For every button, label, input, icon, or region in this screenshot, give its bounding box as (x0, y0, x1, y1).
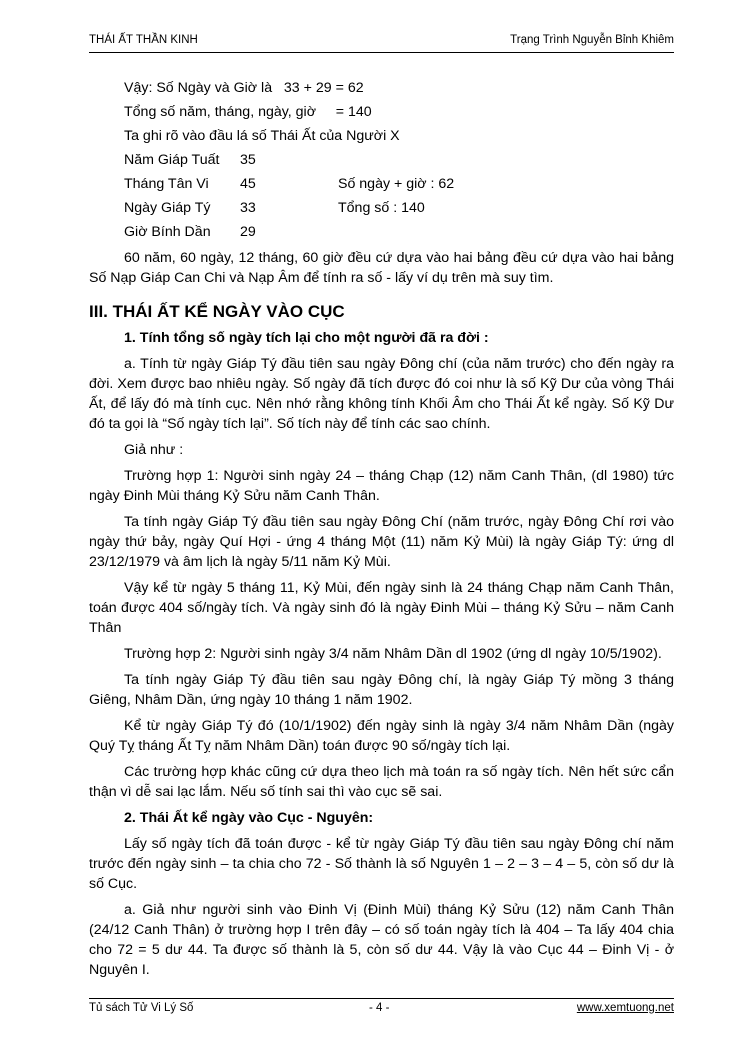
table-label: Ngày Giáp Tý (124, 200, 211, 216)
paragraph-case-2b: Ta tính ngày Giáp Tý đầu tiên sau ngày Đông chí, là ngày Giáp Tý mồng 3 tháng Giêng, Nhâm Dần, ứng ngày 10 tháng 1 năm 1902. (89, 672, 674, 708)
page-footer (89, 998, 674, 1019)
paragraph-2a: Lấy số ngày tích đã toán được - kể từ ngày Giáp Tý đầu tiên sau ngày Đông chí năm trước đến ngày sinh – ta chia cho 72 - Số thành là số Nguyên 1 – 2 – 3 – 4 – 5, còn số dư là số Cục. (89, 836, 674, 892)
table-label: Giờ Bính Dần (124, 224, 211, 240)
table-label: Tháng Tân Vi (124, 176, 209, 192)
header-book-title: THÁI ẤT THẦN KINH (89, 34, 198, 46)
table-row (89, 196, 674, 220)
table-row (89, 172, 674, 196)
table-extra: Số ngày + giờ : 62 (338, 176, 455, 192)
table-row (89, 220, 674, 244)
footer-page-number: - 4 - (369, 1002, 390, 1014)
table-value: 29 (240, 224, 256, 240)
paragraph-a: a. Tính từ ngày Giáp Tý đầu tiên sau ngày Đông chí (của năm trước) cho đến ngày ra đời. Xem được bao nhiêu ngày. Số ngày đã tích được đó coi như là số Kỹ Dư của vòng Thái Ất, để lấy đó mà tính cục. Nên nhớ rằng không tính Khối Âm cho Thái Ất kể ngày. Số Kỹ Dư đó ta gọi là “Số ngày tích lại”. Số tích này để tính các sao chính. (89, 356, 674, 432)
table-value: 33 (240, 200, 256, 216)
paragraph-2b: a. Giả như người sinh vào Đinh Vị (Đinh Mùi) tháng Kỷ Sửu (12) năm Canh Thân (24/12 Canh Thân) ở trường hợp I trên đây – có số toán ngày tích là 404 – Ta lấy 404 chia cho 72 = 5 dư 44. Ta được số thành là 5, còn số dư 44. Vậy là vào Cục 44 – Đinh Vị - ở Nguyên I. (89, 902, 674, 978)
header-author: Trạng Trình Nguyễn Bỉnh Khiêm (510, 34, 674, 46)
paragraph-other-cases: Các trường hợp khác cũng cứ dựa theo lịch mà toán ra số ngày tích. Nên hết sức cẩn thận vì dễ sai lạc lắm. Nếu số tính sai thì vào cục sẽ sai. (89, 764, 674, 800)
table-value: 35 (240, 152, 256, 168)
can-chi-table (89, 148, 674, 244)
table-value: 45 (240, 176, 256, 192)
section-title: III. THÁI ẤT KỂ NGÀY VÀO CỤC (89, 302, 345, 321)
paragraph-gia-nhu: Giả như : (124, 442, 184, 458)
footer-series: Tủ sách Tử Vi Lý Số (89, 1002, 194, 1014)
table-row (89, 148, 674, 172)
paragraph-case-1c: Vậy kể từ ngày 5 tháng 11, Kỷ Mùi, đến ngày sinh là 24 tháng Chạp năm Canh Thân, toán được 404 số/ngày tích. Và ngày sinh đó là ngày Đinh Mùi – tháng Kỷ Sửu – năm Canh Thân (89, 580, 674, 636)
paragraph-case-1b: Ta tính ngày Giáp Tý đầu tiên sau ngày Đông Chí (năm trước, ngày Đông Chí rơi vào ngày thứ bảy, ngày Quí Hợi - ứng 4 tháng Một (11) năm Kỷ Mùi) là ngày Giáp Tý: ứng dl 23/12/1979 và âm lịch là ngày 5/11 năm Kỷ Mùi. (89, 514, 674, 570)
intro-line-2: Tổng số năm, tháng, ngày, giờ = 140 (124, 104, 372, 120)
paragraph-case-2c: Kể từ ngày Giáp Tý đó (10/1/1902) đến ngày sinh là ngày 3/4 năm Nhâm Dần (ngày Quý Tỵ tháng Ất Tỵ năm Nhâm Dần) toán được 90 số/ngày tích lại. (89, 718, 674, 754)
page-header (89, 32, 674, 53)
subsection-2-title: 2. Thái Ất kể ngày vào Cục - Nguyên: (124, 810, 374, 826)
intro-line-3: Ta ghi rõ vào đầu lá số Thái Ất của Người X (124, 128, 400, 144)
page-body (89, 78, 674, 980)
paragraph-intro-end: 60 năm, 60 ngày, 12 tháng, 60 giờ đều cứ dựa vào hai bảng đều cứ dựa vào hai bảng Số Nạp Giáp Can Chi và Nạp Âm để tính ra số - lấy ví dụ trên mà suy tìm. (89, 250, 674, 286)
intro-line-1: Vậy: Số Ngày và Giờ là 33 + 29 = 62 (124, 80, 364, 96)
paragraph-case-2: Trường hợp 2: Người sinh ngày 3/4 năm Nhâm Dần dl 1902 (ứng dl ngày 10/5/1902). (124, 646, 662, 662)
table-extra: Tổng số : 140 (338, 200, 425, 216)
table-label: Năm Giáp Tuất (124, 152, 220, 168)
footer-website-link[interactable]: www.xemtuong.net (576, 1002, 674, 1014)
subsection-1-title: 1. Tính tổng số ngày tích lại cho một người đã ra đời : (124, 330, 489, 346)
paragraph-case-1: Trường hợp 1: Người sinh ngày 24 – tháng Chạp (12) năm Canh Thân, (dl 1980) tức ngày Đinh Mùi tháng Kỷ Sửu năm Canh Thân. (89, 468, 674, 504)
